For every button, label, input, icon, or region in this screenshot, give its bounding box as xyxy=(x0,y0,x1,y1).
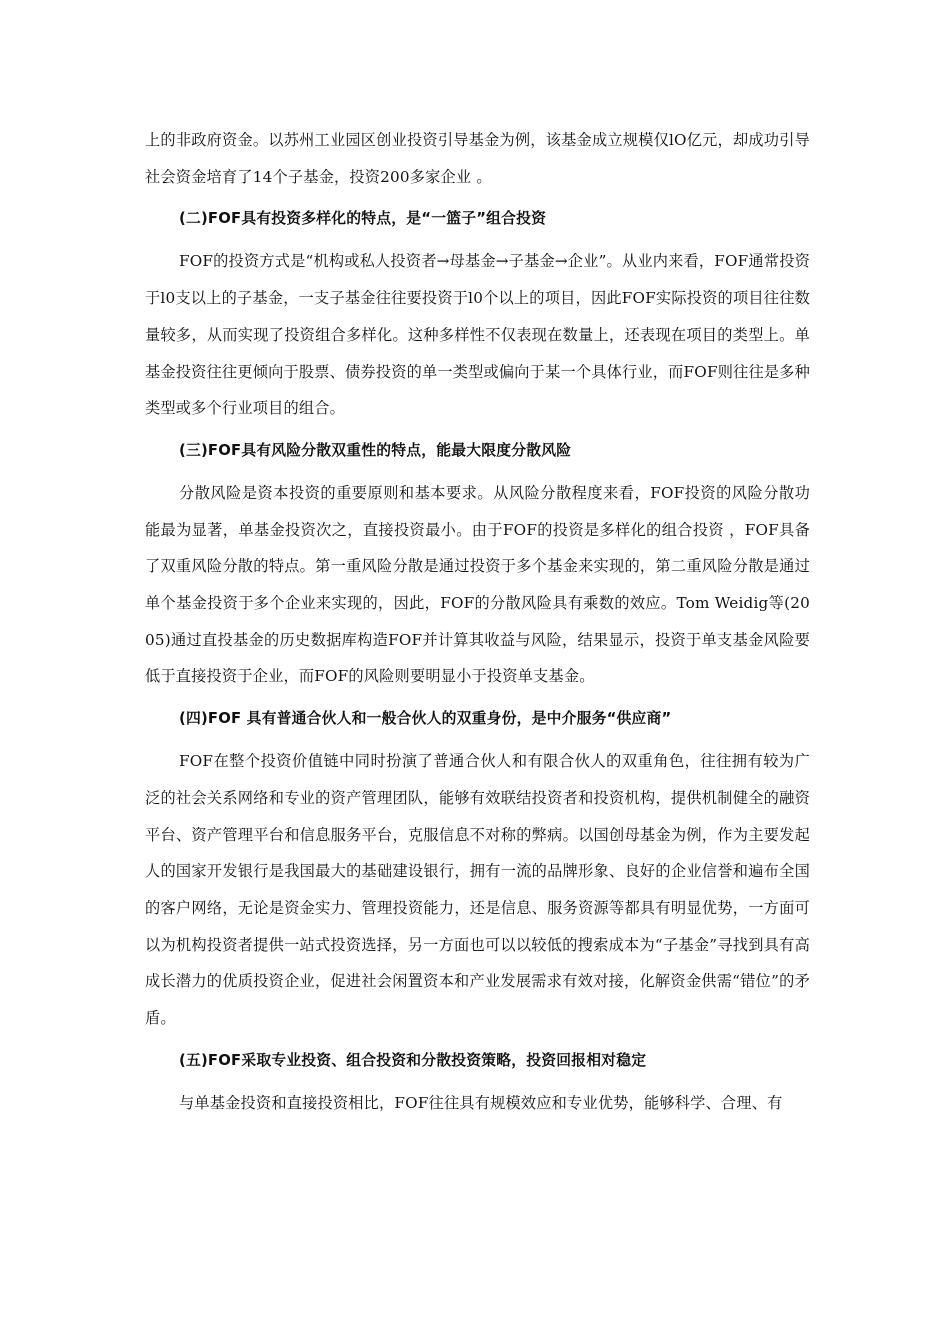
document-body xyxy=(145,122,810,1121)
section-heading-3: (三)FOF具有风险分散双重性的特点，能最大限度分散风险 xyxy=(179,441,572,459)
section-heading-2: (二)FOF具有投资多样化的特点，是“一篮子”组合投资 xyxy=(179,210,547,228)
body-paragraph: FOF的投资方式是“机构或私人投资者→母基金→子基金→企业”。从业内来看，FOF通常投资于l0支以上的子基金，一支子基金往往要投资于l0个以上的项目，因此FOF实际投资的项目往往数量较多，从而实现了投资组合多样化。这种多样性不仅表现在数量上，还表现在项目的类型上。单基金投资往往更倾向于股票、债券投资的单一类型或偏向于某一个具体行业，而FOF则往往是多种类型或多个行业项目的组合。 xyxy=(145,252,811,418)
body-paragraph: FOF在整个投资价值链中同时扮演了普通合伙人和有限合伙人的双重角色，往往拥有较为广泛的社会关系网络和专业的资产管理团队，能够有效联结投资者和投资机构，提供机制健全的融资平台、资产管理平台和信息服务平台，克服信息不对称的弊病。以国创母基金为例，作为主要发起人的国家开发银行是我国最大的基础建设银行，拥有一流的品牌形象、良好的企业信誉和遍布全国的客户网络，无论是资金实力、管理投资能力，还是信息、服务资源等都具有明显优势，一方面可以为机构投资者提供一站式投资选择，另一方面也可以以较低的搜索成本为“子基金”寻找到具有高成长潜力的优质投资企业，促进社会闲置资本和产业发展需求有效对接，化解资金供需“错位”的矛盾。 xyxy=(145,752,810,1028)
body-paragraph: 与单基金投资和直接投资相比，FOF往往具有规模效应和专业优势，能够科学、合理、有 xyxy=(179,1093,783,1112)
body-paragraph: 上的非政府资金。以苏州工业园区创业投资引导基金为例，该基金成立规模仅lO亿元，却成功引导社会资金培育了14个子基金，投资200多家企业 。 xyxy=(145,131,810,186)
section-heading-4: (四)FOF 具有普通合伙人和一般合伙人的双重身份，是中介服务“供应商” xyxy=(179,710,672,728)
body-paragraph: 分散风险是资本投资的重要原则和基本要求。从风险分散程度来看，FOF投资的风险分散功能最为显著，单基金投资次之，直接投资最小。由于FOF的投资是多样化的组合投资 ，FOF具备了双重风险分散的特点。第一重风险分散是通过投资于多个基金来实现的，第二重风险分散是通过单个基金投资于多个企业来实现的，因此，FOF的分散风险具有乘数的效应。Tom Weidig等(2005)通过直投基金的历史数据库构造FOF并计算其收益与风险，结果显示，投资于单支基金风险要低于直接投资于企业，而FOF的风险则要明显小于投资单支基金。 xyxy=(145,483,810,686)
section-heading-5: (五)FOF采取专业投资、组合投资和分散投资策略，投资回报相对稳定 xyxy=(179,1051,647,1069)
